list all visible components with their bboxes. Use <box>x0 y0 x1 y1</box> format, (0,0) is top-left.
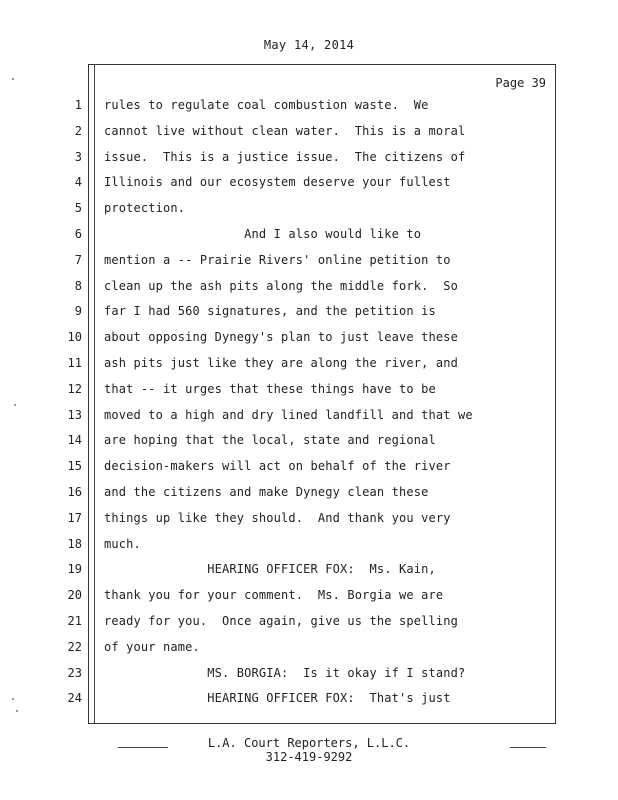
transcript-line-text: cannot live without clean water. This is a moral <box>104 124 466 138</box>
scan-speck <box>16 710 18 712</box>
court-reporter-phone: 312-419-9292 <box>265 750 353 764</box>
transcript-line-text: MS. BORGIA: Is it okay if I stand? <box>104 666 466 680</box>
line-number: 4 <box>74 175 82 189</box>
line-number: 9 <box>74 304 82 318</box>
line-number: 17 <box>67 511 82 525</box>
transcript-line-text: And I also would like to <box>104 227 422 241</box>
scan-speck <box>12 78 14 80</box>
transcript-line-text: of your name. <box>104 640 200 654</box>
line-number: 24 <box>67 691 82 705</box>
scan-speck <box>14 404 16 406</box>
transcript-line-text: thank you for your comment. Ms. Borgia we are <box>104 588 444 602</box>
line-number: 23 <box>67 666 82 680</box>
transcript-line-text: are hoping that the local, state and regional <box>104 433 436 447</box>
transcript-line-text: decision-makers will act on behalf of the river <box>104 459 451 473</box>
line-number: 3 <box>74 150 82 164</box>
line-number: 21 <box>67 614 82 628</box>
transcript-line-text: Illinois and our ecosystem deserve your fullest <box>104 175 451 189</box>
line-number: 6 <box>74 227 82 241</box>
transcript-line-text: HEARING OFFICER FOX: That's just <box>104 691 451 705</box>
transcript-line-text: far I had 560 signatures, and the petition is <box>104 304 436 318</box>
line-number: 5 <box>74 201 82 215</box>
line-number: 1 <box>74 98 82 112</box>
page-number: Page 39 <box>495 76 546 90</box>
line-number: 13 <box>67 408 82 422</box>
line-number: 16 <box>67 485 82 499</box>
transcript-line-text: clean up the ash pits along the middle fork. So <box>104 279 458 293</box>
line-number: 22 <box>67 640 82 654</box>
transcript-line-text: rules to regulate coal combustion waste. We <box>104 98 429 112</box>
line-number: 18 <box>67 537 82 551</box>
transcript-line-text: about opposing Dynegy's plan to just leave these <box>104 330 458 344</box>
line-number: 12 <box>67 382 82 396</box>
line-number: 10 <box>67 330 82 344</box>
transcript-line-text: HEARING OFFICER FOX: Ms. Kain, <box>104 562 436 576</box>
line-number: 7 <box>74 253 82 267</box>
transcript-line-text: issue. This is a justice issue. The citizens of <box>104 150 466 164</box>
transcript-line-text: and the citizens and make Dynegy clean these <box>104 485 429 499</box>
transcript-line-text: ready for you. Once again, give us the spelling <box>104 614 458 628</box>
line-number: 19 <box>67 562 82 576</box>
left-margin-rule <box>94 64 95 724</box>
line-number: 14 <box>67 433 82 447</box>
line-number: 8 <box>74 279 82 293</box>
line-number: 11 <box>67 356 82 370</box>
line-number: 15 <box>67 459 82 473</box>
line-number: 20 <box>67 588 82 602</box>
transcript-line-text: moved to a high and dry lined landfill and that we <box>104 408 473 422</box>
transcript-date: May 14, 2014 <box>263 38 355 52</box>
transcript-line-text: mention a -- Prairie Rivers' online petition to <box>104 253 451 267</box>
transcript-line-text: much. <box>104 537 141 551</box>
court-reporter-name: L.A. Court Reporters, L.L.C. <box>207 736 411 750</box>
scan-speck <box>12 698 14 700</box>
transcript-line-text: ash pits just like they are along the river, and <box>104 356 458 370</box>
transcript-line-text: things up like they should. And thank you very <box>104 511 451 525</box>
line-number: 2 <box>74 124 82 138</box>
transcript-line-text: that -- it urges that these things have to be <box>104 382 436 396</box>
transcript-line-text: protection. <box>104 201 186 215</box>
